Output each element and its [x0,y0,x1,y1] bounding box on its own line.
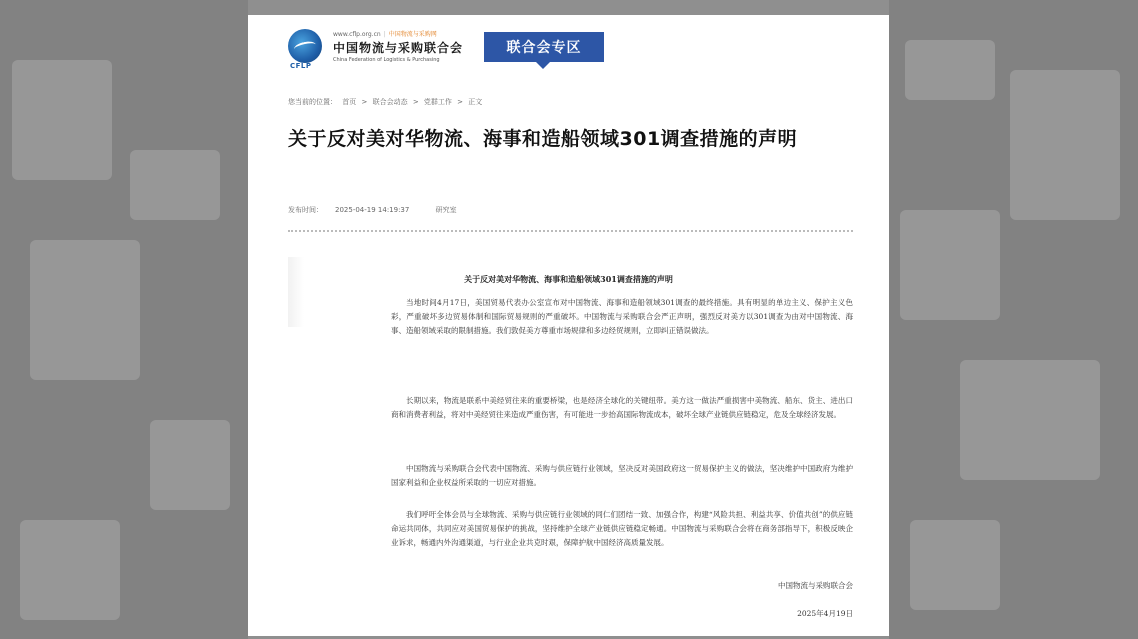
statement-paragraph: 当地时间4月17日，美国贸易代表办公室宣布对中国物流、海事和造船领域301调查的最终措施。具有明显的单边主义、保护主义色彩，严重破坏多边贸易体制和国际贸易规则的严重破坏。中国物流与采购联合会严正声明，强烈反对美方以301调查为由对中国物流、海事、造船领域采取的限制措施。我们敦促美方尊重市场规律和多边经贸规则，立即纠正错误做法。 [391,298,853,335]
breadcrumb-current: 正文 [468,98,483,106]
statement-paragraph: 中国物流与采购联合会代表中国物流、采购与供应链行业领域，坚决反对美国政府这一贸易保护主义的做法，坚决维护中国政府为维护国家利益和企业权益所采取的一切应对措施。 [391,464,853,487]
statement-date: 2025年4月19日 [797,609,853,618]
background-tile [12,60,112,180]
cflp-logo-icon[interactable] [288,29,322,63]
background-tile [910,520,1000,610]
signature: 中国物流与采购联合会 [778,581,853,590]
publish-time [288,206,421,214]
breadcrumb-separator: > [361,98,368,106]
org-name-chinese: 中国物流与采购联合会 [333,41,464,55]
breadcrumb [288,97,485,107]
background-tile [1010,70,1120,220]
site-url-link[interactable]: www.cflp.org.cn [333,31,381,38]
article-meta [288,205,469,215]
site-url[interactable] [333,29,437,38]
background-tile [900,210,1000,320]
org-name-english: China Federation of Logistics & Purchasing [333,57,440,63]
divider [288,230,853,232]
breadcrumb-party-work[interactable]: 党群工作 [423,98,452,106]
statement-title: 关于反对美对华物流、海事和造船领域301调查措施的声明 [464,274,673,284]
statement-paragraph: 长期以来，物流是联系中美经贸往来的重要桥梁，也是经济全球化的关键纽带。美方这一做法严重损害中美物流、船东、货主、进出口商和消费者利益，将对中美经贸往来造成严重伤害，有可能进一步抬高国际物流成本，破坏全球产业链供应链稳定，危及全球经济发展。 [391,396,853,419]
url-separator: | [383,31,386,38]
publish-label: 发布时间： [288,206,323,214]
article-title: 关于反对美对华物流、海事和造船领域301调查措施的声明 [288,128,798,150]
background-tile [130,150,220,220]
breadcrumb-separator: > [457,98,464,106]
statement-paragraph: 我们呼吁全体会员与全球物流、采购与供应链行业领域的同仁们团结一致、加强合作，构建“风险共担、利益共享、价值共创”的供应链命运共同体，共同应对美国贸易保护的挑战，坚持维护全球产业链供应链稳定畅通。中国物流与采购联合会将在商务部指导下，积极反映企业诉求，畅通内外沟通渠道，与行业企业共克时艰，保障护航中国经济高质量发展。 [391,510,853,547]
logo-abbreviation: CFLP [290,62,312,70]
site-url-secondary[interactable]: 中国物流与采购网 [388,31,437,38]
document-page [248,15,889,636]
background-tile [905,40,995,100]
background-tile [30,240,140,380]
breadcrumb-federation-news[interactable]: 联合会动态 [372,98,408,106]
background-tile [150,420,230,510]
article-source: 研究室 [435,206,457,214]
publish-time-value: 2025-04-19 14:19:37 [335,206,410,214]
federation-zone-tab[interactable]: 联合会专区 [484,32,604,62]
breadcrumb-separator: > [412,98,419,106]
breadcrumb-prefix: 您当前的位置： [288,98,337,106]
background-tile [20,520,120,620]
background-tile [960,360,1100,480]
scan-shadow [288,257,304,327]
breadcrumb-home[interactable]: 首页 [342,98,357,106]
